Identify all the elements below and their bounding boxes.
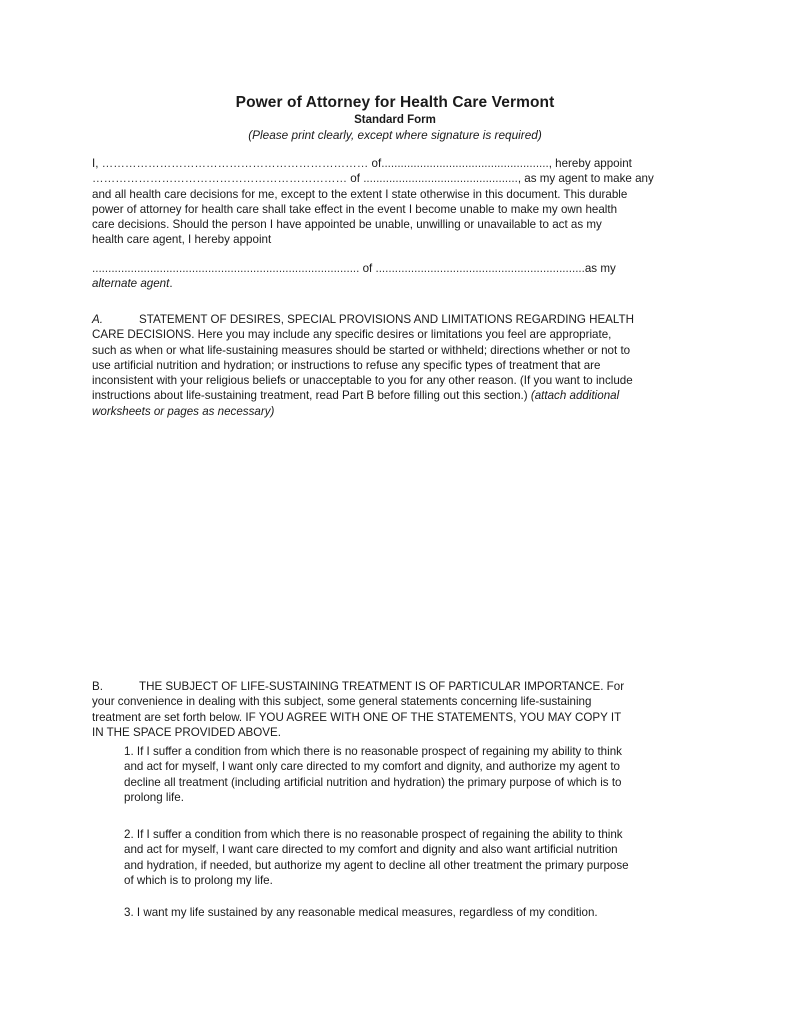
statement-1: 1. If I suffer a condition from which there is no reasonable prospect of regaining my ability to think and act for myself, I want only care directed to my comfort and dignity, and authorize my agent to decline all treatment (including artificial nutrition and hydration) the primary purpose of which is to prolong life. — [124, 745, 622, 804]
alternate-line-1: ................................................................................... of .................................................................as my — [92, 262, 616, 275]
section-a-write-space[interactable] — [92, 425, 698, 670]
appointment-paragraph — [92, 156, 698, 248]
statement-3: 3. I want my life sustained by any reasonable medical measures, regardless of my condition. — [124, 906, 598, 919]
alternate-address-blank[interactable]: ................................................................. — [375, 262, 585, 275]
alternate-agent-paragraph — [92, 261, 698, 292]
document-subtitle: Standard Form — [354, 114, 436, 126]
section-a-label: A. — [92, 313, 103, 326]
appointment-line-4: power of attorney for health care shall take effect in the event I become unable to make my own health — [92, 202, 618, 216]
statement-2: 2. If I suffer a condition from which there is no reasonable prospect of regaining the ability to think and act for myself, I want care directed to my comfort and dignity and also want artificial nutrition and hydration, if needed, but authorize my agent to decline all other treatment the primary purpose of which is to prolong my life. — [124, 828, 629, 887]
alternate-name-blank[interactable]: ................................................................................... — [92, 262, 360, 275]
section-a-heading: A. STATEMENT OF DESIRES, SPECIAL PROVISIONS AND LIMITATIONS REGARDING HEALTH — [92, 313, 634, 326]
agent-name-blank[interactable]: ………………………………………………………… — [92, 172, 348, 186]
appointment-line-3: and all health care decisions for me, except to the extent I state otherwise in this document. This durable — [92, 187, 628, 201]
section-b-label: B. — [92, 680, 103, 693]
appointment-line-5: care decisions. Should the person I have appointed be unable, unwilling or unavailable to act as my — [92, 218, 602, 232]
print-instruction: (Please print clearly, except where signature is required) — [248, 128, 542, 142]
document-title: Power of Attorney for Health Care Vermont — [235, 94, 555, 111]
agent-address-blank[interactable]: ................................................ — [363, 172, 518, 186]
section-b: B. THE SUBJECT OF LIFE-SUSTAINING TREATMENT IS OF PARTICULAR IMPORTANCE. For your convenience in dealing with this subject, some general statements concerning life-sustaining treatment are set forth below. IF YOU AGREE WITH ONE OF THE STATEMENTS, YOU MAY COPY IT IN THE SPACE PROVIDED ABOVE. — [92, 679, 698, 740]
appointment-line-6: health care agent, I hereby appoint — [92, 233, 272, 247]
appointment-line-1: I, …………………………………………………………… of...................................................., hereby appoint — [92, 157, 632, 170]
section-a: A. STATEMENT OF DESIRES, SPECIAL PROVISIONS AND LIMITATIONS REGARDING HEALTH CARE DECISIONS. Here you may include any specific desires or limitations you feel are appropriate, such as when or what life-sustaining measures should be started or withheld; directions whether or not to use artificial nutrition and hydration; or instructions to refuse any specific types of treatment that are inconsistent with your religious beliefs or unacceptable to you for any other reason. (If you want to include instructions about life-sustaining treatment, read Part B before filling out this section.) (attach additional worksheets or pages as necessary) — [92, 312, 698, 419]
principal-name-blank[interactable]: …………………………………………………………… — [101, 157, 369, 170]
section-b-heading: B. THE SUBJECT OF LIFE-SUSTAINING TREATMENT IS OF PARTICULAR IMPORTANCE. For — [92, 680, 625, 693]
appointment-line-2: ………………………………………………………… of ................................................, as my agent to make any — [92, 172, 654, 186]
alternate-line-2: alternate agent. — [92, 277, 173, 291]
principal-address-blank[interactable]: .................................................... — [381, 157, 549, 170]
